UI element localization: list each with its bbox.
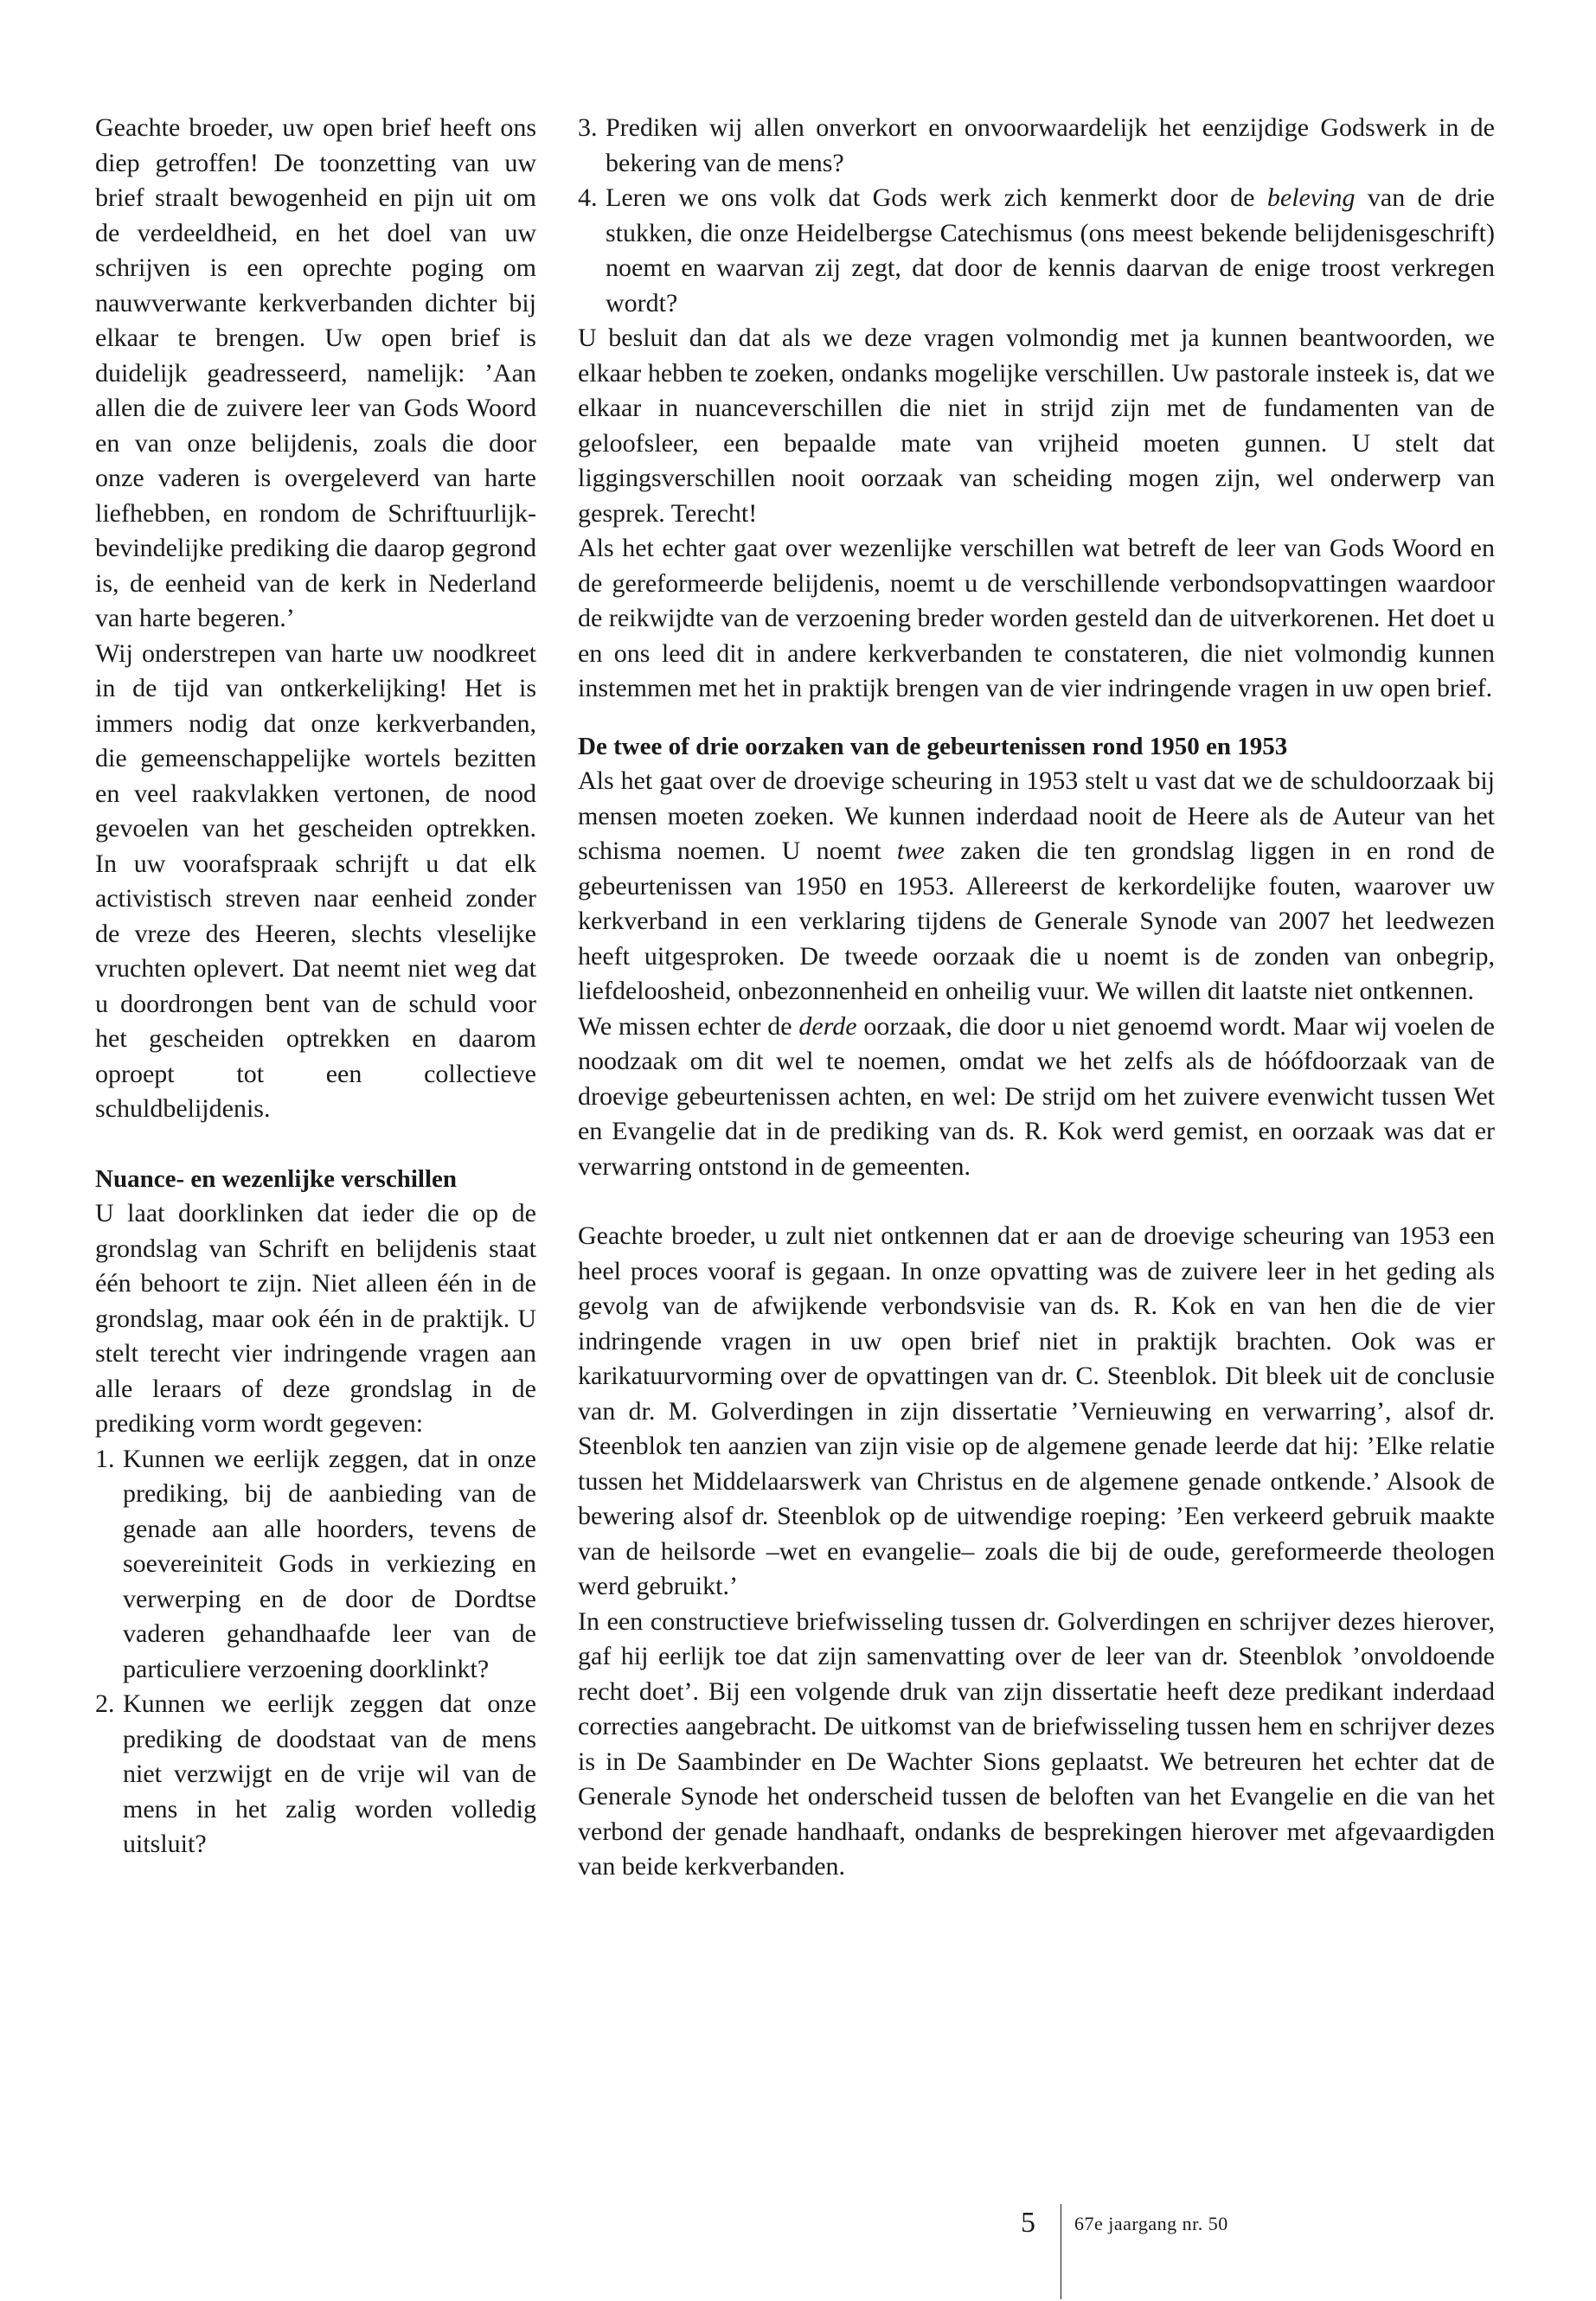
italic-term: derde [798, 1011, 857, 1041]
issue-label: 67e jaargang nr. 50 [1074, 2213, 1228, 2234]
list-text [606, 183, 1495, 317]
list-item [578, 181, 1495, 321]
list-text: Kunnen we eerlijk zeggen, dat in onze prediking, bij de aanbieding van de genade aan alle hoorders, tevens de soevereiniteit Gods in verkiezing en verwerping en de door de Dordtse vaderen gehandhaafde leer van de particuliere verzoening doorklinkt? [123, 1444, 536, 1683]
list-item [95, 1687, 536, 1862]
body-paragraph [578, 764, 1495, 1009]
body-paragraph: In een constructieve briefwisseling tussen dr. Golverdingen en schrijver dezes hierover, gaf hij eerlijk toe dat zijn samenvatting over de leer van dr. Steenblok ’onvoldoende recht doet’. Bij een volgende druk van zijn dissertatie heeft deze predikant inderdaad correcties aangebracht. De uitkomst van de briefwisseling tussen hem en schrijver dezes is in De Saambinder en De Wachter Sions geplaatst. We betreuren het echter dat de Generale Synode het onderscheid tussen de beloften van het Evangelie en die van het verbond der genade handhaaft, ondanks de besprekingen hierover met afgevaardigden van beide kerkverbanden. [578, 1606, 1495, 1881]
text-run: oorzaak, die door u niet genoemd wordt. Maar wij voelen de noodzaak om dit wel te noemen, omdat we het zelfs als de hóófdoorzaak van de droevige gebeurtenissen achten, en wel: De strijd om het zuivere evenwicht tussen Wet en Evangelie dat in de prediking van ds. R. Kok werd gemist, en oorzaak was dat er verwarring ontstond in de gemeenten. [578, 1011, 1495, 1181]
body-paragraph: U besluit dan dat als we deze vragen volmondig met ja kunnen beantwoorden, we elkaar hebben te zoeken, ondanks mogelijke verschillen. Uw pastorale insteek is, dat we elkaar in nuanceverschillen die niet in strijd zijn met de fundamenten van de geloofsleer, een bepaalde mate van vrijheid moeten gunnen. U stelt dat liggingsverschillen nooit oorzaak van scheiding mogen zijn, wel onderwerp van gesprek. Terecht! [578, 324, 1495, 528]
italic-term: twee [896, 836, 945, 865]
left-column [95, 111, 536, 1862]
text-run: We missen echter de [578, 1011, 799, 1041]
question-list [578, 111, 1495, 321]
italic-term: beleving [1266, 183, 1356, 212]
body-paragraph: U laat doorklinken dat ieder die op de grondslag van Schrift en belijdenis staat één behoort te zijn. Niet alleen één in de grondslag, maar ook één in de praktijk. U stelt terecht vier indringende vragen aan alle leraars of deze grondslag in de prediking vorm wordt gegeven: [95, 1199, 536, 1438]
text-run: van de drie stukken, die onze Heidelbergse Catechismus (ons meest bekende belijdenisgeschrift) noemt en waarvan zij zegt, dat door de kennis daarvan de enige troost verkregen wordt? [606, 183, 1495, 317]
section-heading: De twee of drie oorzaken van de gebeurtenissen rond 1950 en 1953 [578, 732, 1288, 760]
list-number: 2. [95, 1689, 115, 1718]
intro-paragraph: Geachte broeder, uw open brief heeft ons diep getroffen! De toonzetting van uw brief straalt bewogenheid en pijn uit om de verdeeldheid, en het doel van uw schrijven is een oprechte poging om nauwverwante kerkverbanden dichter bij elkaar te brengen. Uw open brief is duidelijk geadresseerd, namelijk: ’Aan allen die de zuivere leer van Gods Woord en van onze belijdenis, zoals die door onze vaderen is overgeleverd van harte liefhebben, en rondom de Schriftuurlijk-bevindelijke prediking die daarop gegrond is, de eenheid van de kerk in Nederland van harte begeren.’ [95, 113, 536, 632]
body-paragraph [578, 1009, 1495, 1185]
list-number: 3. [578, 113, 598, 142]
list-text: Kunnen we eerlijk zeggen dat onze prediking de doodstaat van de mens niet verzwijgt en de vrije wil van de mens in het zalig worden volledig uitsluit? [123, 1689, 536, 1858]
body-paragraph: Als het echter gaat over wezenlijke verschillen wat betreft de leer van Gods Woord en de gereformeerde belijdenis, noemt u de verschillende verbondsopvattingen waardoor de reikwijdte van de verzoening breder worden gesteld dan de uitverkorenen. Het doet u en ons leed dit in andere kerkverbanden te constateren, die niet volmondig kunnen instemmen met het in praktijk brengen van de vier indringende vragen in uw open brief. [578, 534, 1495, 702]
list-number: 4. [578, 183, 598, 212]
list-number: 1. [95, 1444, 115, 1473]
body-paragraph: Wij onderstrepen van harte uw noodkreet in de tijd van ontkerkelijking! Het is immers nodig dat onze kerkverbanden, die gemeenschappelijke wortels bezitten en veel raakvlakken vertonen, de nood gevoelen van het gescheiden optrekken. In uw voorafspraak schrijft u dat elk activistisch streven naar eenheid zonder de vreze des Heeren, slechts vleselijke vruchten oplevert. Dat neemt niet weg dat u doordrongen bent van de schuld voor het gescheiden optrekken en daarom oproept tot een collectieve schuldbelijdenis. [95, 638, 536, 1123]
list-item [578, 111, 1495, 181]
text-run: zaken die ten grondslag liggen in en rond de gebeurtenissen van 1950 en 1953. Allereerst de kerkordelijke fouten, waarover uw kerkverband in een verklaring tijdens de Generale Synode van 2007 het leedwezen heeft uitgesproken. De tweede oorzaak die u noemt is de zonden van onbegrip, liefdeloosheid, onbezonnenheid en onheilig vuur. We willen dit laatste niet ontkennen. [578, 836, 1495, 1005]
text-run: Als het gaat over de droevige scheuring in 1953 stelt u vast dat we de schuldoorzaak bij mensen moeten zoeken. We kunnen inderdaad nooit de Heere als de Auteur van het schisma noemen. U noemt [578, 766, 1495, 865]
list-text: Prediken wij allen onverkort en onvoorwaardelijk het eenzijdige Godswerk in de bekering van de mens? [606, 113, 1495, 177]
page-footer [995, 2206, 1427, 2258]
section-heading: Nuance- en wezenlijke verschillen [95, 1164, 458, 1193]
page-number: 5 [1021, 2207, 1035, 2239]
text-run: Leren we ons volk dat Gods werk zich kenmerkt door de [606, 183, 1267, 212]
question-list [95, 1442, 536, 1862]
body-paragraph: Geachte broeder, u zult niet ontkennen dat er aan de droevige scheuring van 1953 een heel proces vooraf is gegaan. In onze opvatting was de zuivere leer in het geding als gevolg van de afwijkende verbondsvisie van ds. R. Kok en van hen die de vier indringende vragen in uw open brief niet in praktijk brachten. Ook was er karikatuurvorming over de opvattingen van dr. C. Steenblok. Dit bleek uit de conclusie van dr. M. Golverdingen in zijn dissertatie ’Vernieuwing en verwarring’, alsof dr. Steenblok ten aanzien van zijn visie op de algemene genade leerde dat hij: ’Elke relatie tussen het Middelaarswerk van Christus en de algemene genade ontkende.’ Alsook de bewering alsof dr. Steenblok op de uitwendige roeping: ’Een verkeerd gebruik maakte van de heilsorde –wet en evangelie– zoals die bij de oude, gereformeerde theologen werd gebruikt.’ [578, 1221, 1495, 1600]
list-item [95, 1442, 536, 1688]
right-column [578, 111, 1495, 1885]
